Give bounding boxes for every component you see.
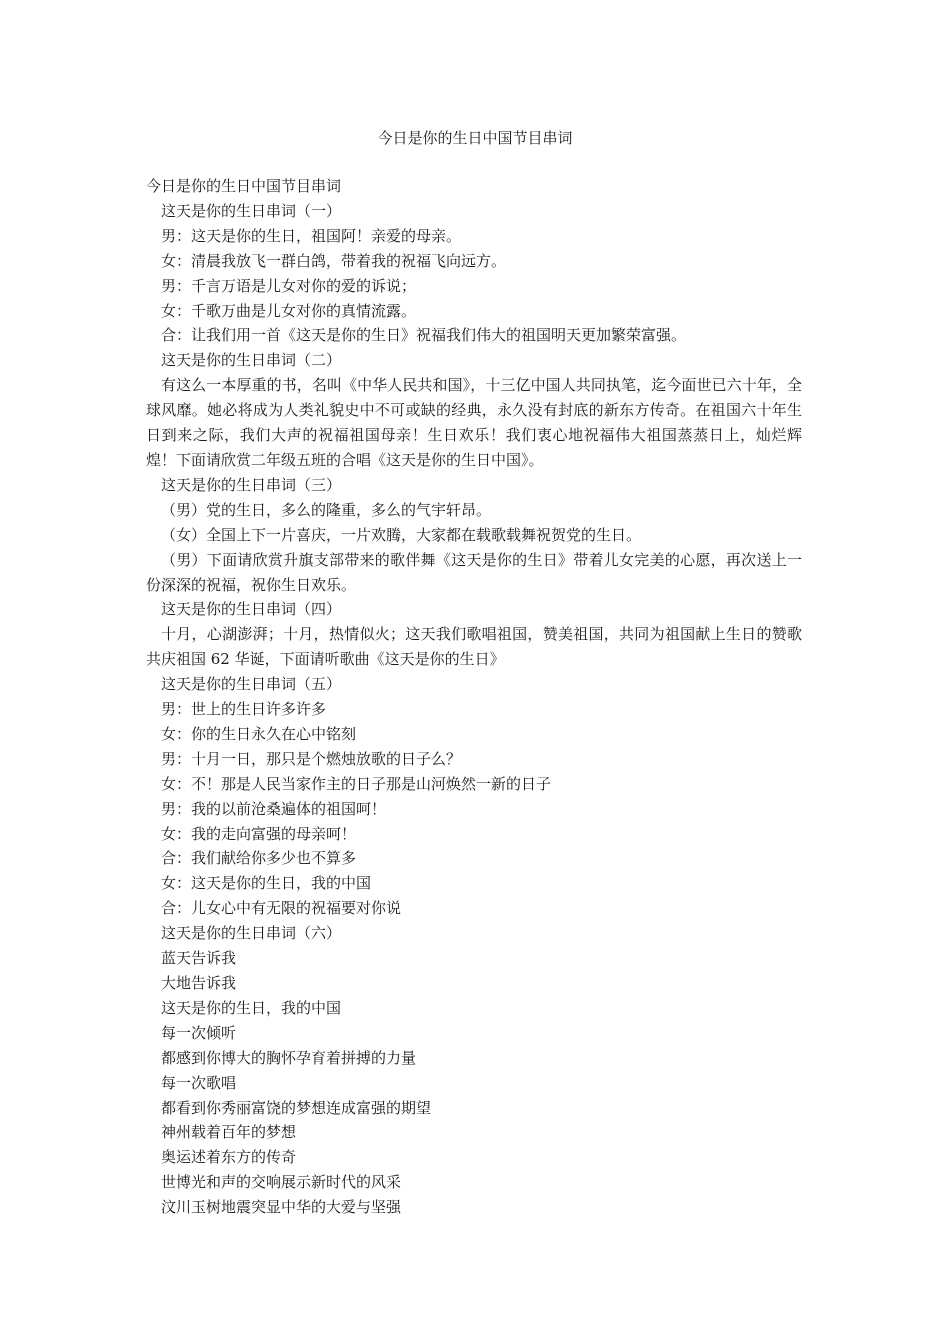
paragraph-line: 这天是你的生日串词（四） bbox=[161, 600, 342, 619]
paragraph-line: 女：你的生日永久在心中铭刻 bbox=[161, 724, 357, 743]
paragraph-line: 合：我们献给你多少也不算多 bbox=[161, 849, 357, 868]
paragraph-line: 男：千言万语是儿女对你的爱的诉说； bbox=[161, 276, 417, 295]
paragraph-line: 男：十月一日，那只是个燃烛放歌的日子么？ bbox=[161, 749, 462, 768]
paragraph-line: 女：不！那是人民当家作主的日子那是山河焕然一新的日子 bbox=[161, 774, 552, 793]
paragraph-line: 神州载着百年的梦想 bbox=[161, 1123, 297, 1142]
paragraph-line: 每一次歌唱 bbox=[161, 1073, 237, 1092]
paragraph-line: 女：清晨我放飞一群白鸽，带着我的祝福飞向远方。 bbox=[161, 251, 507, 270]
paragraph-line: 合：儿女心中有无限的祝福要对你说 bbox=[161, 899, 402, 918]
paragraph-line: 这天是你的生日串词（五） bbox=[161, 675, 342, 694]
paragraph-line: 这天是你的生日，我的中国 bbox=[161, 998, 342, 1017]
paragraph-line: 奥运述着东方的传奇 bbox=[161, 1148, 297, 1167]
paragraph-line: 合：让我们用一首《这天是你的生日》祝福我们伟大的祖国明天更加繁荣富强。 bbox=[161, 326, 687, 345]
paragraph-line: 世博光和声的交响展示新时代的风采 bbox=[161, 1173, 402, 1192]
paragraph-line: 这天是你的生日串词（一） bbox=[161, 201, 342, 220]
paragraph-line: 都看到你秀丽富饶的梦想连成富强的期望 bbox=[161, 1098, 432, 1117]
paragraph-line: 蓝天告诉我 bbox=[161, 949, 237, 968]
paragraph-line: 这天是你的生日串词（六） bbox=[161, 924, 342, 943]
paragraph-line: 男：世上的生日许多许多 bbox=[161, 700, 327, 719]
paragraph-line: 这天是你的生日串词（二） bbox=[161, 351, 342, 370]
document-title: 今日是你的生日中国节目串词 bbox=[377, 129, 573, 147]
paragraph-line: （男）党的生日，多么的隆重，多么的气宇轩昂。 bbox=[161, 500, 492, 519]
paragraph-line: 男：我的以前沧桑遍体的祖国呵！ bbox=[161, 799, 387, 818]
paragraph-line: 女：千歌万曲是儿女对你的真情流露。 bbox=[161, 301, 417, 320]
paragraph-line: 十月，心湖澎湃；十月，热情似火；这天我们歌唱祖国，赞美祖国，共同为祖国献上生日的赞歌共庆祖国 62 华诞，下面请听歌曲《这天是你的生日》 bbox=[146, 625, 802, 669]
paragraph-line: 女：我的走向富强的母亲呵！ bbox=[161, 824, 357, 843]
paragraph-line: 汶川玉树地震突显中华的大爱与坚强 bbox=[161, 1198, 402, 1217]
paragraph-line: 男：这天是你的生日，祖国阿！亲爱的母亲。 bbox=[161, 226, 462, 245]
paragraph-line: 都感到你博大的胸怀孕育着拼搏的力量 bbox=[161, 1048, 417, 1067]
paragraph-line: 大地告诉我 bbox=[161, 974, 237, 992]
paragraph-line: 每一次倾听 bbox=[161, 1023, 237, 1042]
paragraph-line: 女：这天是你的生日，我的中国 bbox=[161, 874, 372, 893]
paragraph-line: （女）全国上下一片喜庆，一片欢腾，大家都在载歌载舞祝贺党的生日。 bbox=[161, 525, 642, 544]
paragraph-line: 这天是你的生日串词（三） bbox=[161, 475, 342, 494]
document-body bbox=[146, 174, 802, 1220]
paragraph-line: 有这么一本厚重的书，名叫《中华人民共和国》，十三亿中国人共同执笔，迄今面世已六十年，全球风靡。她必将成为人类礼貌史中不可或缺的经典，永久没有封底的新东方传奇。在祖国六十年生日到来之际，我们大声的祝福祖国母亲！生日欢乐！我们衷心地祝福伟大祖国蒸蒸日上，灿烂辉煌！下面请欣赏二年级五班的合唱《这天是你的生日中国》。 bbox=[146, 376, 802, 469]
paragraph-line: （男）下面请欣赏升旗支部带来的歌伴舞《这天是你的生日》带着儿女完美的心愿，再次送上一份深深的祝福，祝你生日欢乐。 bbox=[146, 550, 802, 594]
paragraph-line: 今日是你的生日中国节目串词 bbox=[146, 177, 342, 195]
